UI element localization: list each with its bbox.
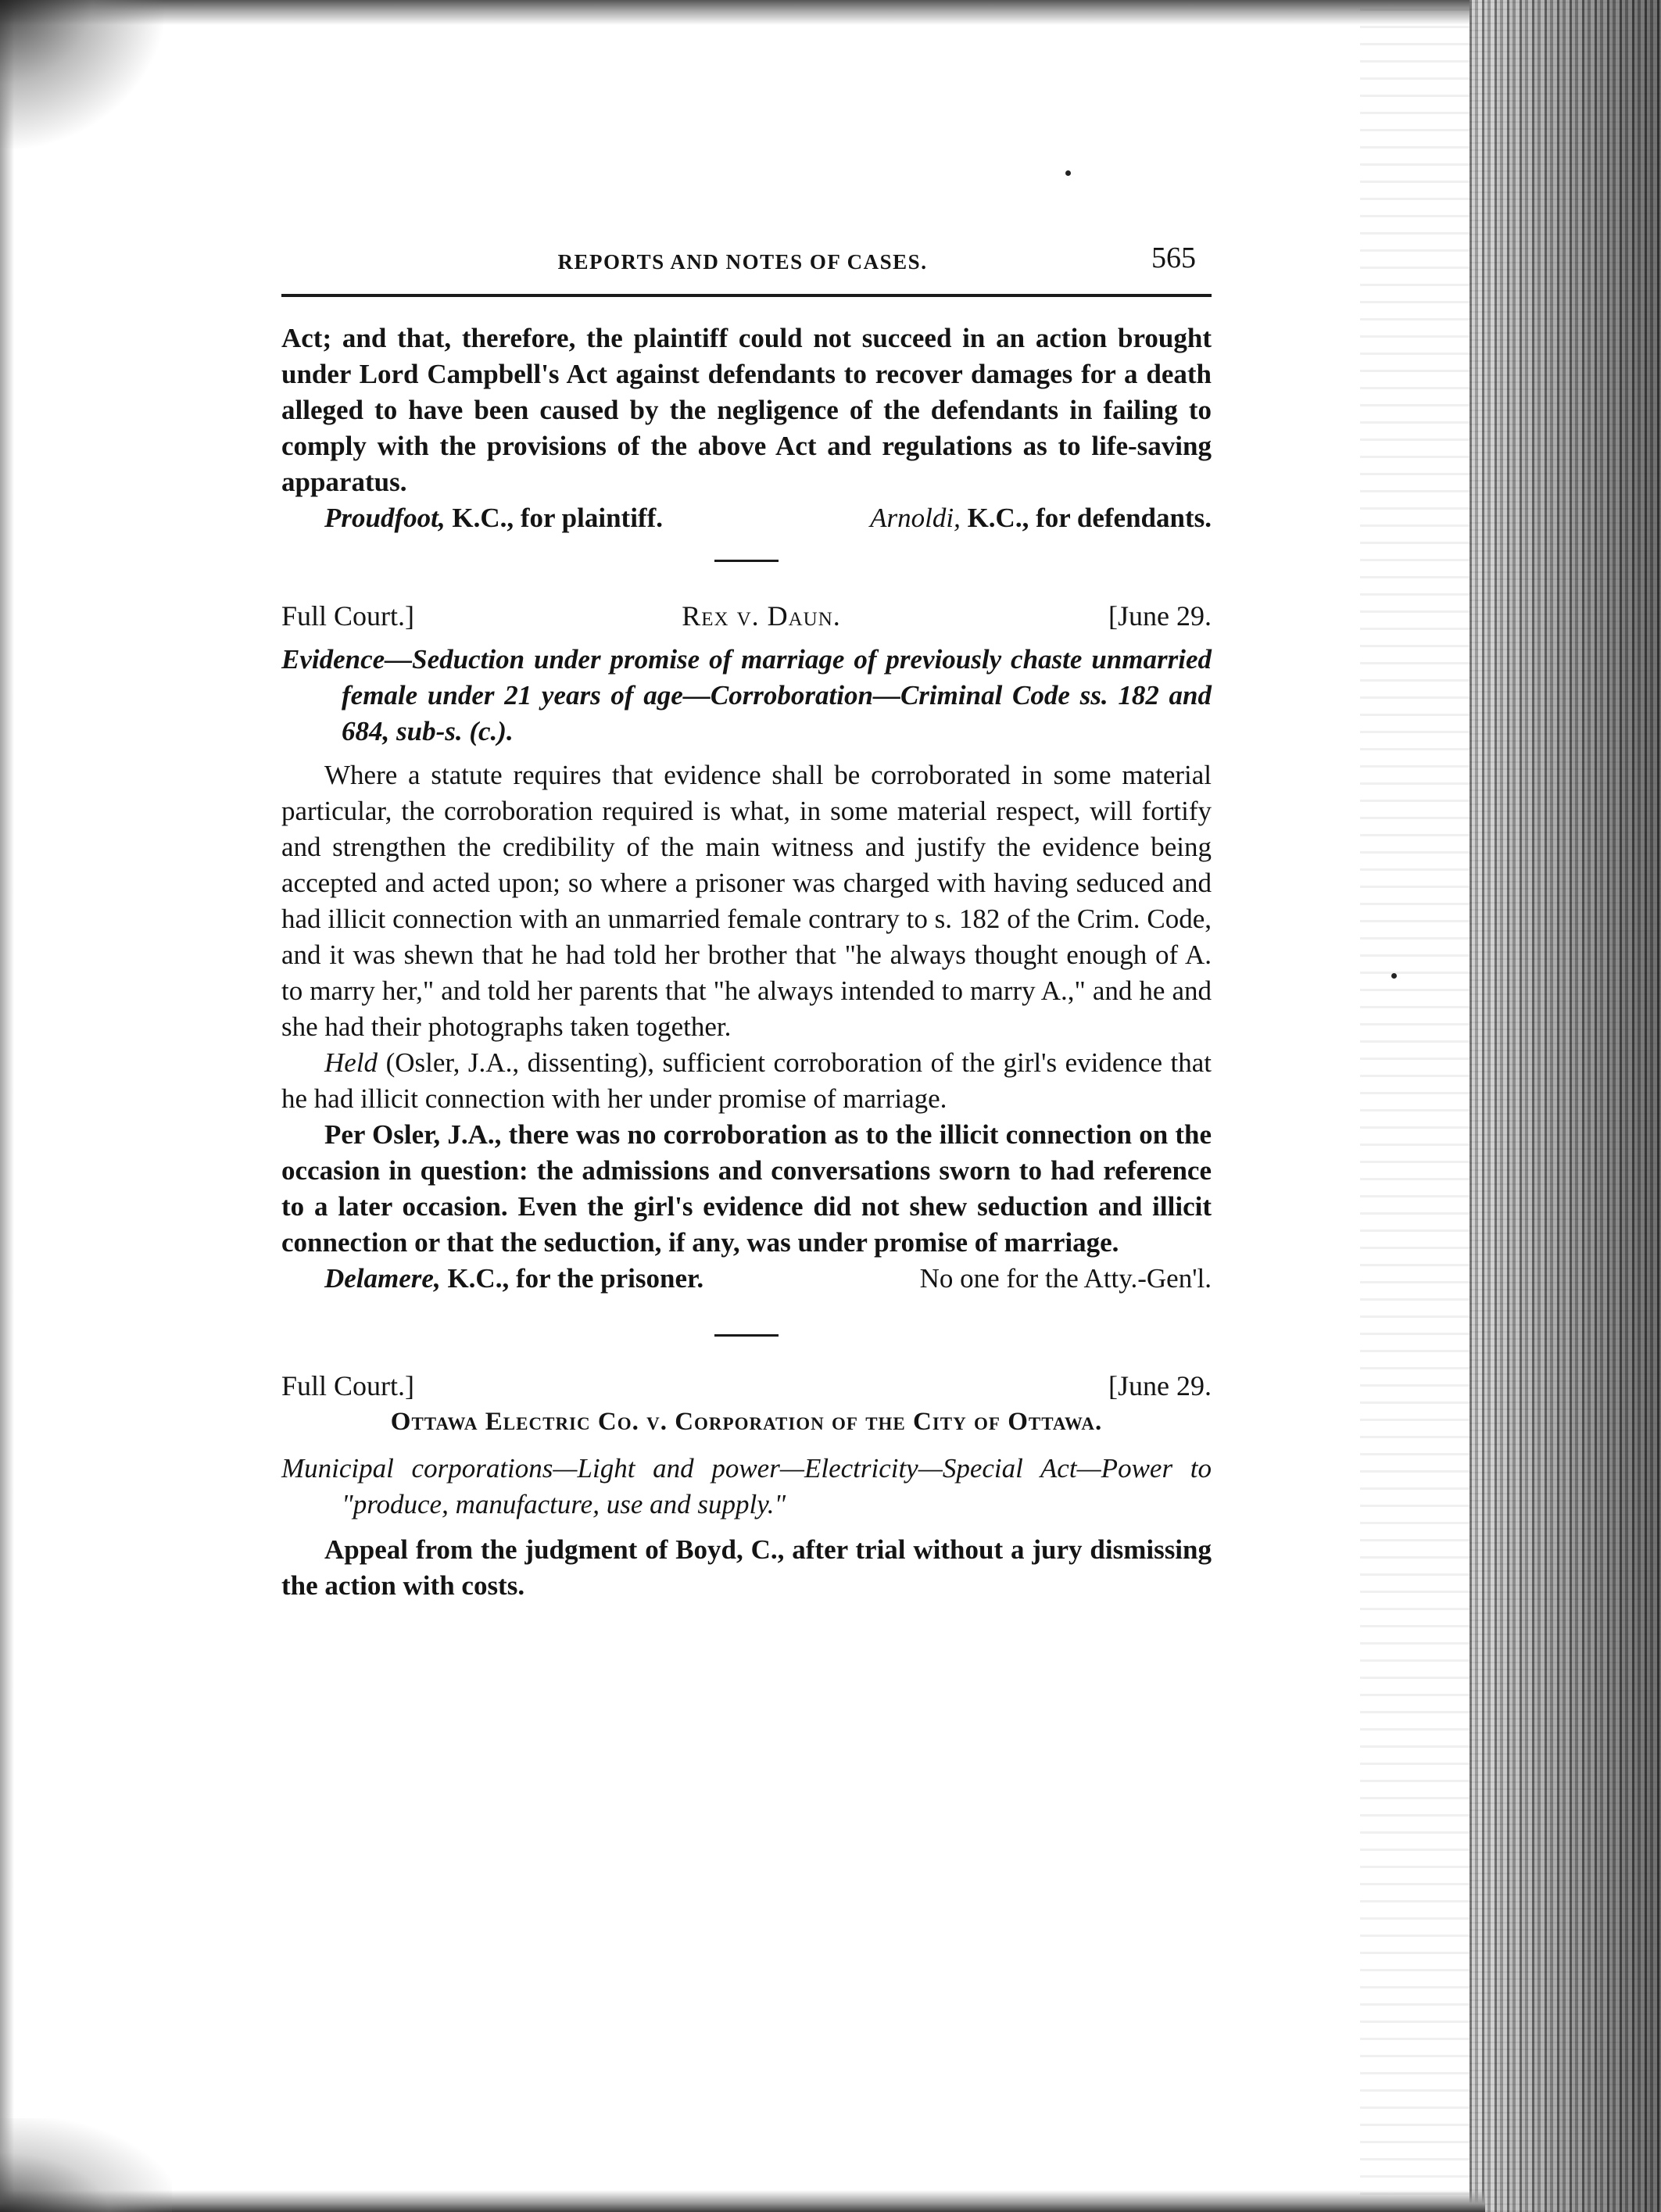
- per-label: Per Osler, J.A.,: [324, 1119, 502, 1150]
- counsel-line: [281, 1261, 1212, 1297]
- counsel-name: Delamere,: [324, 1263, 441, 1294]
- counsel-role: K.C., for plaintiff.: [452, 503, 663, 533]
- header-rule: [281, 294, 1212, 297]
- case-parties: Ottawa Electric Co. v. Corporation of the City of Ottawa.: [390, 1408, 1103, 1436]
- held-text: (Osler, J.A., dissenting), sufficient corroboration of the girl's evidence that he had illicit connection with her under promise of marriage.: [281, 1047, 1212, 1114]
- counsel-line: [281, 500, 1212, 536]
- case-paragraph: Where a statute requires that evidence shall be corroborated in some material particular, the corroboration required is what, in some material respect, will fortify and strengthen the credibility of the main witness and justify the evidence being accepted and acted upon; so where a prisoner was charged with having seduced and had illicit connection with an unmarried female contrary to s. 182 of the Crim. Code, and it was shewn that he had told her brother that "he always thought enough of A. to marry her," and told her parents that "he always intended to marry A.," and he and she had their photographs taken together.: [281, 760, 1212, 1042]
- counsel-other: No one for the Atty.-Gen'l.: [919, 1263, 1212, 1294]
- case-header: [281, 598, 1212, 634]
- court-label: Full Court.]: [281, 1370, 415, 1401]
- counsel-name: Arnoldi,: [870, 503, 961, 533]
- scan-edge-right: [1469, 0, 1661, 2212]
- continuation-paragraph: Act; and that, therefore, the plaintiff could not succeed in an action brought under Lord Campbell's Act against defendants to recover damages for a death alleged to have been caused by the negligence of the defendants in failing to comply with the provisions of the above Act and regulations as to life-saving apparatus.: [281, 323, 1212, 497]
- counsel-name: Proudfoot,: [324, 503, 446, 533]
- scan-corner-bottom-left: [0, 2118, 172, 2212]
- per-text: there was no corroboration as to the illicit connection on the occasion in question: the admissions and conversations sworn to had reference to a later occasion. Even the girl's evidence did not shew seduction and illicit connection or that the seduction, if any, was under promise of marriage.: [281, 1119, 1212, 1258]
- running-head: [281, 234, 1212, 297]
- per-paragraph: [281, 1117, 1212, 1261]
- scan-corner-top-left: [0, 0, 164, 149]
- case-header: [281, 1368, 1212, 1404]
- scan-edge-left: [0, 0, 14, 2212]
- dust-speck: [1065, 170, 1071, 176]
- dust-speck: [1391, 973, 1397, 979]
- counsel-role: K.C., for defendants.: [967, 503, 1212, 533]
- scan-edge-bottom: [0, 2190, 1485, 2212]
- case-title: Rex v. Daun.: [682, 600, 841, 632]
- held-paragraph: [281, 1045, 1212, 1117]
- case-paragraph: Appeal from the judgment of Boyd, C., after trial without a jury dismissing the action with costs.: [281, 1534, 1212, 1601]
- page-number: 565: [1151, 242, 1196, 274]
- page-body: [281, 234, 1212, 1604]
- scan-edge-top: [0, 0, 1485, 25]
- case-date: [June 29.: [1108, 600, 1212, 632]
- held-label: Held: [324, 1047, 378, 1078]
- counsel-role: K.C., for the prisoner.: [447, 1263, 704, 1294]
- court-label: Full Court.]: [281, 600, 415, 632]
- scan-edge-right-shadow: [1360, 0, 1469, 2212]
- running-title: REPORTS AND NOTES OF CASES.: [557, 250, 928, 274]
- case-headnote: Evidence—Seduction under promise of marriage of previously chaste unmarried female under 21 years of age—Corroboration—Criminal Code ss. 182 and 684, sub-s. (c.).: [281, 644, 1212, 746]
- case-date: [June 29.: [1108, 1370, 1212, 1401]
- case-headnote: Municipal corporations—Light and power—Electricity—Special Act—Power to "produce, manufacture, use and supply.": [281, 1453, 1212, 1519]
